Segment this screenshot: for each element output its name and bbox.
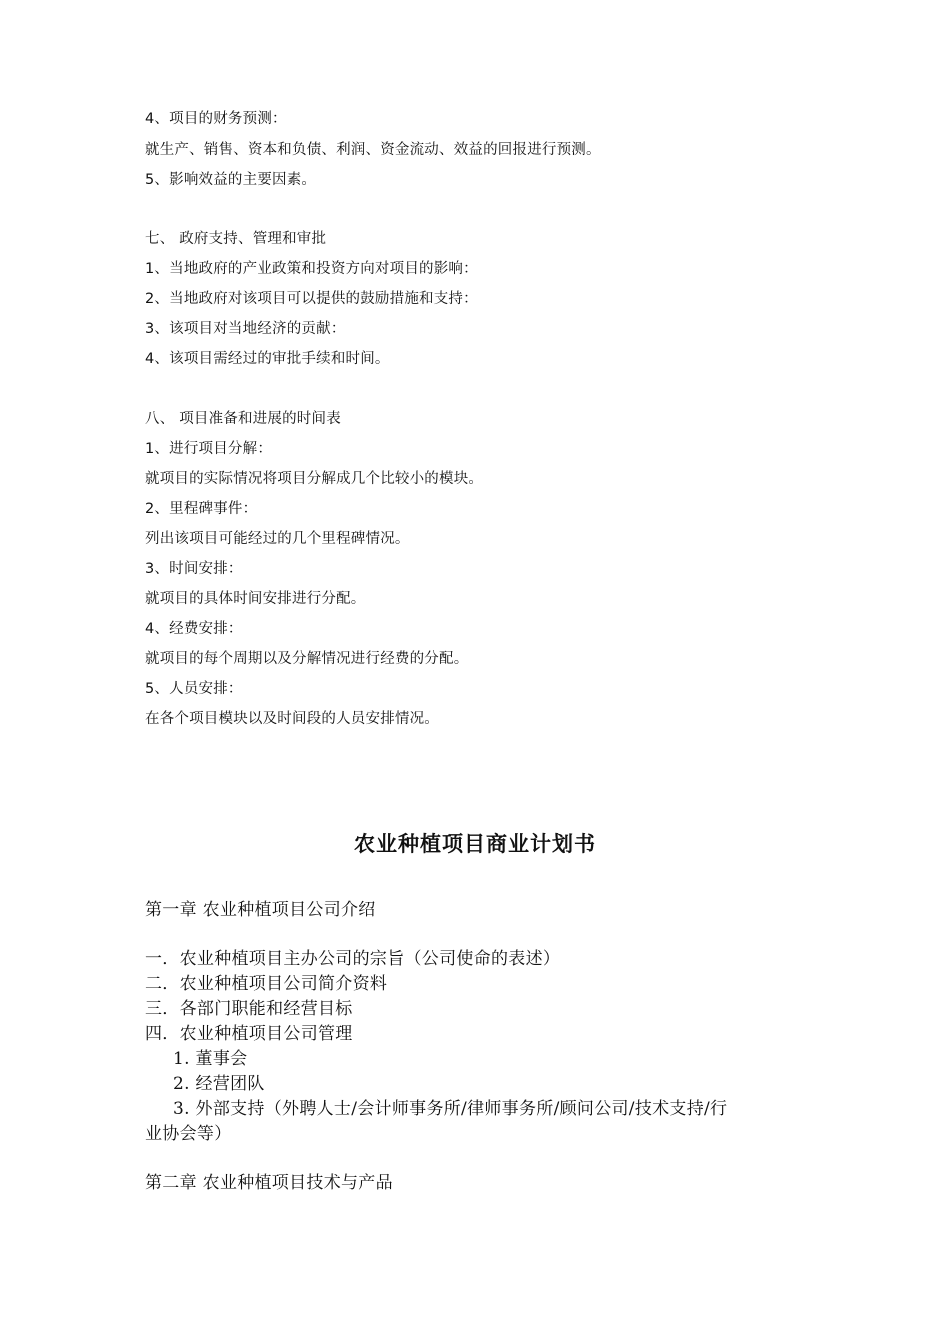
management-subitem-wrap: 业协会等） (145, 1124, 232, 1144)
section-8-line: 1、进行项目分解： (145, 441, 273, 457)
section-7-item: 1、当地政府的产业政策和投资方向对项目的影响： (145, 261, 478, 277)
section-8-line: 就项目的具体时间安排进行分配。 (145, 591, 366, 607)
chapter-1-item: 二．农业种植项目公司简介资料 (145, 974, 388, 994)
section-8-line: 就项目的每个周期以及分解情况进行经费的分配。 (145, 651, 469, 667)
section-8-line: 3、时间安排： (145, 561, 243, 577)
section-7-item: 3、该项目对当地经济的贡献： (145, 321, 346, 337)
chapter-2-heading: 第二章 农业种植项目技术与产品 (145, 1173, 393, 1193)
chapter-1-item: 四．农业种植项目公司管理 (145, 1024, 353, 1044)
section-8-line: 就项目的实际情况将项目分解成几个比较小的模块。 (145, 471, 484, 487)
management-subitem: 2. 经营团队 (173, 1074, 265, 1094)
section-8-heading: 八、 项目准备和进展的时间表 (145, 411, 341, 427)
financial-forecast-text: 就生产、销售、资本和负债、利润、资金流动、效益的回报进行预测。 (145, 142, 601, 158)
chapter-1-item: 三．各部门职能和经营目标 (145, 999, 353, 1019)
section-8-line: 5、人员安排： (145, 681, 243, 697)
financial-forecast-heading: 4、项目的财务预测： (145, 111, 287, 127)
section-8-line: 列出该项目可能经过的几个里程碑情况。 (145, 531, 410, 547)
document-title: 农业种植项目商业计划书 (354, 832, 596, 856)
management-subitem: 3. 外部支持（外聘人士/会计师事务所/律师事务所/顾问公司/技术支持/行 (173, 1099, 728, 1119)
section-7-item: 2、当地政府对该项目可以提供的鼓励措施和支持： (145, 291, 478, 307)
section-7-heading: 七、 政府支持、管理和审批 (145, 231, 327, 247)
section-8-line: 在各个项目模块以及时间段的人员安排情况。 (145, 711, 439, 727)
section-8-line: 2、里程碑事件： (145, 501, 258, 517)
benefit-factors-heading: 5、影响效益的主要因素。 (145, 172, 317, 188)
chapter-1-heading: 第一章 农业种植项目公司介绍 (145, 900, 376, 920)
section-8-line: 4、经费安排： (145, 621, 243, 637)
management-subitem: 1. 董事会 (173, 1049, 248, 1069)
chapter-1-item: 一．农业种植项目主办公司的宗旨（公司使命的表述） (145, 949, 561, 969)
section-7-item: 4、该项目需经过的审批手续和时间。 (145, 351, 390, 367)
